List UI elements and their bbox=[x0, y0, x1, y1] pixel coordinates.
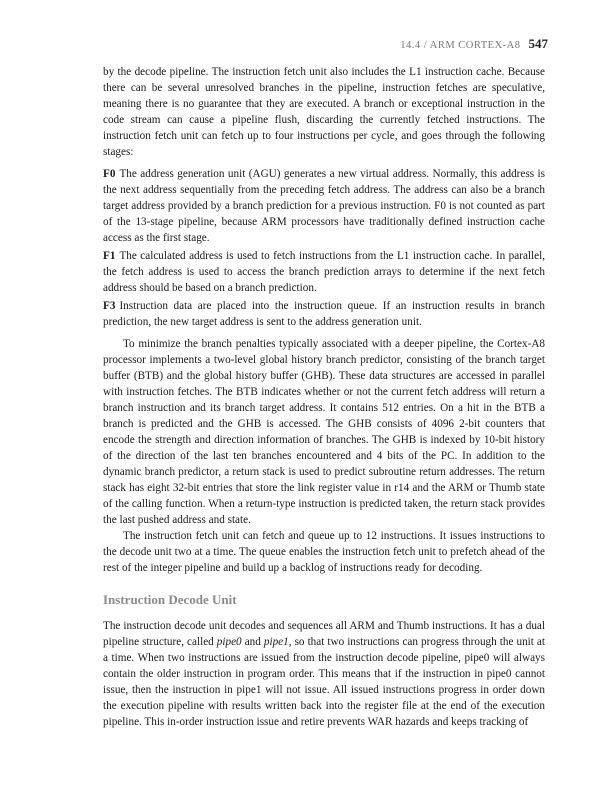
stage-text: Instruction data are placed into the instruction queue. If an instruction results in branch prediction, the new target address is sent to the address generation unit. bbox=[103, 300, 545, 328]
stage-label: F3 bbox=[103, 300, 116, 312]
section-heading: Instruction Decode Unit bbox=[103, 592, 237, 607]
page-body bbox=[103, 64, 545, 730]
text-run: and bbox=[241, 636, 264, 648]
paragraph-fetch-intro: by the decode pipeline. The instruction fetch unit also includes the L1 instruction cache. Because there can be several unresolved branches in the pipeline, instruction fetches are speculative, meaning there is no guarantee that they are executed. A branch or exceptional instruction in the code stream can cause a pipeline flush, discarding the currently fetched instructions. The instruction fetch unit can fetch up to four instructions per cycle, and goes through the following stages: bbox=[103, 66, 545, 158]
stage-text: The calculated address is used to fetch instructions from the L1 instruction cache. In parallel, the fetch address is used to access the branch prediction arrays to determine if the next fetch address should be based on a branch prediction. bbox=[103, 250, 545, 294]
paragraph-decode-unit bbox=[103, 618, 545, 730]
term-pipe1: pipe1 bbox=[263, 636, 289, 648]
paragraph-branch-prediction: To minimize the branch penalties typically associated with a deeper pipeline, the Cortex-A8 processor implements a two-level global history branch predictor, consisting of the branch target buffer (BTB) and the global history buffer (GHB). These data structures are accessed in parallel with instruction fetches. The BTB indicates whether or not the current fetch address will return a branch instruction and its branch target address. It contains 512 entries. On a hit in the BTB a branch is predicted and the GHB is accessed. The GHB consists of 4096 2-bit counters that encode the strength and direction information of branches. The GHB is indexed by 10-bit history of the direction of the last ten branches encountered and 4 bits of the PC. In addition to the dynamic branch predictor, a return stack is used to predict subroutine return addresses. The return stack has eight 32-bit entries that store the link register value in r14 and the ARM or Thumb state of the calling function. When a return-type instruction is predicted taken, the return stack provides the last pushed address and state. bbox=[103, 338, 545, 526]
stage-item-f3 bbox=[103, 298, 545, 330]
stage-label: F0 bbox=[103, 168, 116, 180]
stage-text: The address generation unit (AGU) generates a new virtual address. Normally, this address is the next address sequentially from the preceding fetch address. The address can also be a branch target address provided by a branch prediction for a previous instruction. F0 is not counted as part of the 13-stage pipeline, because ARM processors have traditionally defined instruction cache access as the first stage. bbox=[103, 168, 545, 244]
text-run: The instruction decode unit decodes and sequences all ARM and Thumb instructions. It has a dual pipeline structure, called bbox=[103, 620, 545, 648]
stage-item-f1 bbox=[103, 248, 545, 296]
running-title: 14.4 / ARM CORTEX-A8 bbox=[400, 40, 521, 51]
page-number: 547 bbox=[528, 36, 548, 51]
stage-label: F1 bbox=[103, 250, 116, 262]
running-header bbox=[400, 36, 548, 52]
text-run: , so that two instructions can progress through the unit at a time. When two instructions are issued from the instruction decode pipeline, pipe0 will always contain the older instruction in program order. This means that if the instruction in pipe0 cannot issue, then the instruction in pipe1 will not issue. All issued instructions progress in order down the execution pipeline with results written back into the register file at the end of the execution pipeline. This in-order instruction issue and retire prevents WAR hazards and keeps tracking of bbox=[103, 636, 546, 728]
term-pipe0: pipe0 bbox=[216, 636, 242, 648]
paragraph-instruction-queue: The instruction fetch unit can fetch and queue up to 12 instructions. It issues instructions to the decode unit two at a time. The queue enables the instruction fetch unit to prefetch ahead of the rest of the integer pipeline and build up a backlog of instructions ready for decoding. bbox=[103, 530, 545, 574]
stage-item-f0 bbox=[103, 166, 545, 246]
